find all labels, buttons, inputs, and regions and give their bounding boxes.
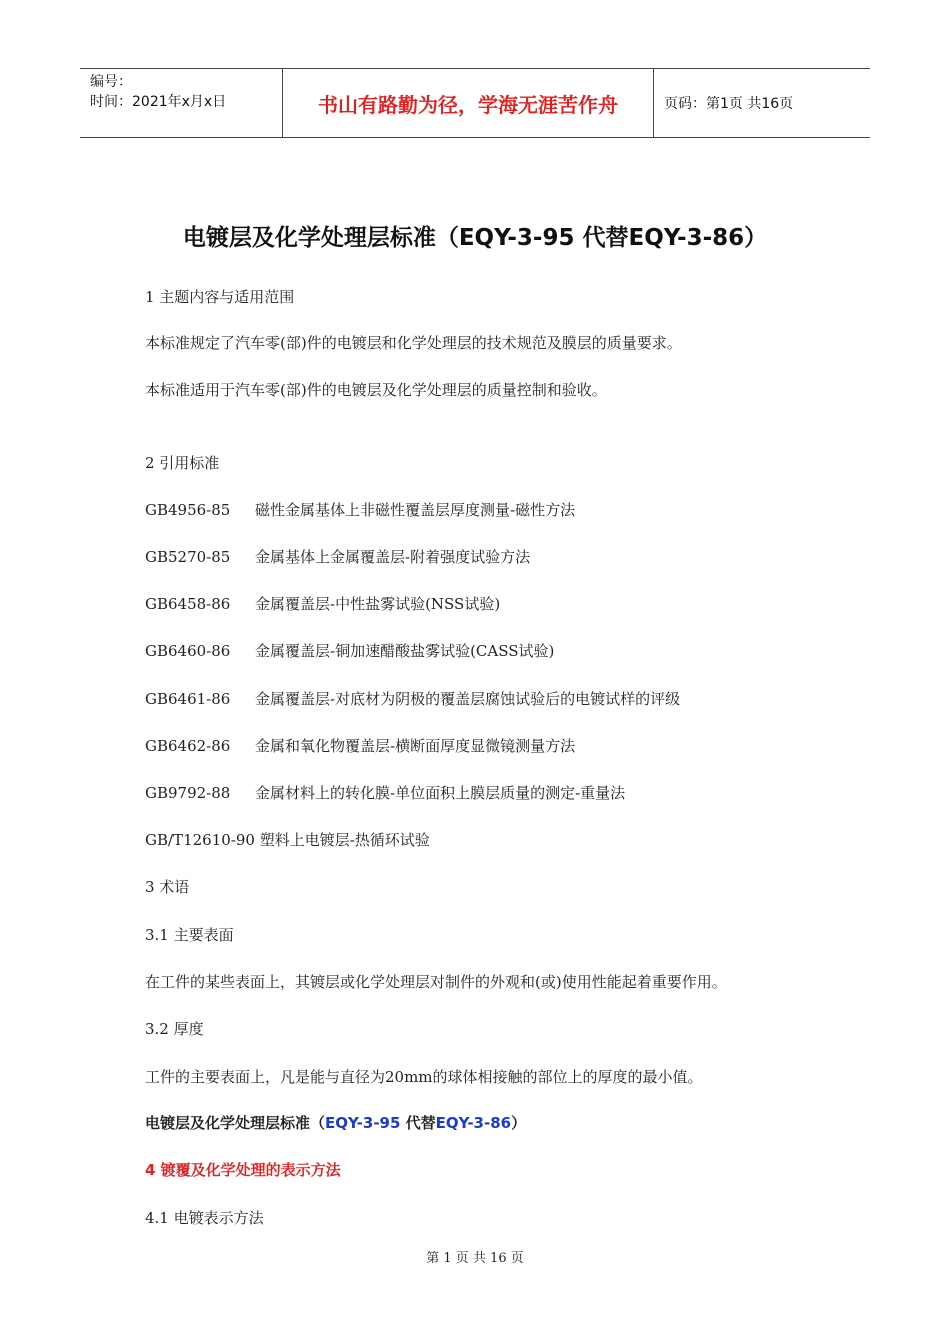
section-1-heading: 1 主题内容与适用范围 (145, 288, 295, 306)
reference-title: 金属覆盖层-对底材为阴极的覆盖层腐蚀试验后的电镀试样的评级 (255, 690, 681, 708)
section-1-paragraph-2: 本标准适用于汽车零(部)件的电镀层及化学处理层的质量控制和验收。 (145, 381, 607, 399)
reference-row (145, 688, 680, 709)
section-3-heading: 3 术语 (145, 878, 190, 896)
reference-code: GB6460-86 (145, 642, 231, 660)
reference-row (145, 546, 530, 567)
header-left-cell (80, 69, 282, 137)
date-label: 时间：2021年x月x日 (90, 94, 227, 110)
reference-row (145, 640, 554, 661)
reference-code: GB6461-86 (145, 690, 231, 708)
reference-title: 金属覆盖层-铜加速醋酸盐雾试验(CASS试验) (255, 642, 555, 660)
repeated-title (145, 1112, 526, 1133)
section-4-heading: 4 镀覆及化学处理的表示方法 (145, 1161, 341, 1179)
reference-code: GB6458-86 (145, 595, 231, 613)
document-title: 电镀层及化学处理层标准（EQY-3-95 代替EQY-3-86） (182, 225, 768, 251)
repeated-title-suffix: ） (511, 1114, 527, 1132)
page-header (80, 68, 870, 138)
repeated-title-prefix: 电镀层及化学处理层标准（ (145, 1114, 326, 1132)
section-3-2-heading: 3.2 厚度 (145, 1020, 204, 1038)
motto: 书山有路勤为径，学海无涯苦作舟 (282, 69, 654, 137)
reference-code: GB9792-88 (145, 784, 231, 802)
number-label: 编号： (90, 74, 132, 90)
section-4-1-heading: 4.1 电镀表示方法 (145, 1209, 264, 1227)
reference-row (145, 593, 500, 614)
reference-title: 磁性金属基体上非磁性覆盖层厚度测量-磁性方法 (255, 501, 576, 519)
repeated-title-mid: 代替 (400, 1114, 436, 1132)
reference-row (145, 782, 625, 803)
reference-row (145, 735, 575, 756)
page-footer: 第 1 页 共 16 页 (426, 1251, 524, 1266)
code-link-eqy-3-86[interactable]: EQY-3-86 (435, 1114, 512, 1132)
reference-row (145, 499, 575, 520)
reference-row-last: GB/T12610-90 塑料上电镀层-热循环试验 (145, 831, 430, 849)
reference-code: GB5270-85 (145, 548, 231, 566)
page-info: 页码：第1页 共16页 (664, 96, 794, 112)
reference-title: 金属基体上金属覆盖层-附着强度试验方法 (255, 548, 531, 566)
reference-code: GB4956-85 (145, 501, 231, 519)
section-2-heading: 2 引用标准 (145, 454, 220, 472)
reference-title: 金属覆盖层-中性盐雾试验(NSS试验) (255, 595, 501, 613)
reference-code: GB6462-86 (145, 737, 231, 755)
reference-title: 金属材料上的转化膜-单位面积上膜层质量的测定-重量法 (255, 784, 626, 802)
section-3-2-text: 工件的主要表面上，凡是能与直径为20mm的球体相接触的部位上的厚度的最小值。 (145, 1068, 703, 1086)
reference-title: 金属和氧化物覆盖层-横断面厚度显微镜测量方法 (255, 737, 576, 755)
section-1-paragraph-1: 本标准规定了汽车零(部)件的电镀层和化学处理层的技术规范及膜层的质量要求。 (145, 334, 682, 352)
section-3-1-heading: 3.1 主要表面 (145, 926, 234, 944)
section-3-1-text: 在工件的某些表面上，其镀层或化学处理层对制件的外观和(或)使用性能起着重要作用。 (145, 973, 727, 991)
code-link-eqy-3-95[interactable]: EQY-3-95 (325, 1114, 401, 1132)
